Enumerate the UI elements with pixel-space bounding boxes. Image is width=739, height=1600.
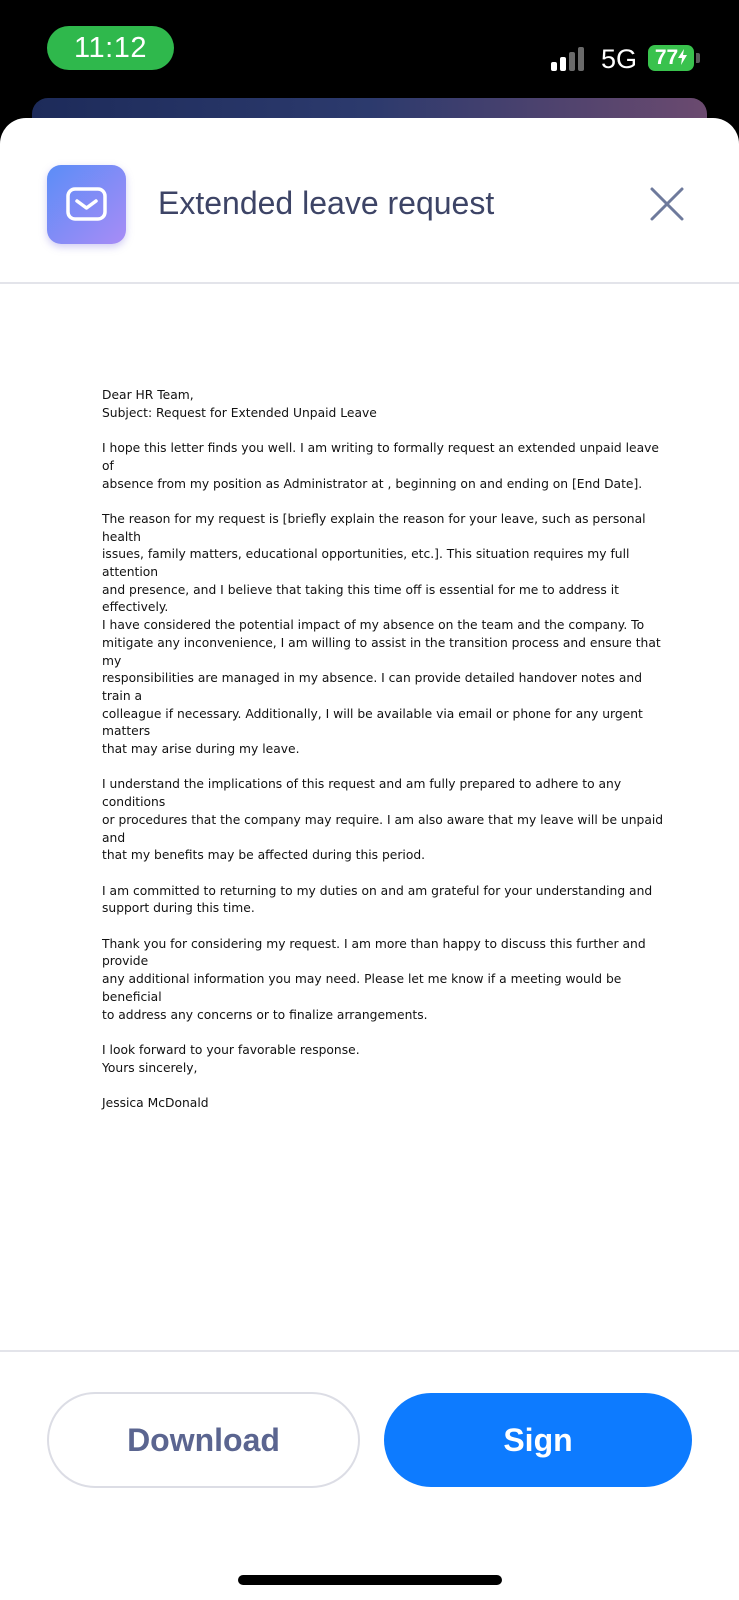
letter-line: issues, family matters, educational opportunities, etc.]. This situation requires my full attention <box>102 547 630 579</box>
battery-icon <box>648 45 694 71</box>
letter-body <box>102 387 672 1130</box>
letter-paragraph <box>102 776 672 865</box>
cellular-signal-icon <box>551 47 589 71</box>
mail-icon <box>47 165 126 244</box>
letter-line: I am committed to returning to my duties on and am grateful for your understanding and <box>102 883 653 898</box>
letter-subject: Subject: Request for Extended Unpaid Leave <box>102 405 377 420</box>
battery-level: 77 <box>654 46 679 69</box>
letter-line: I hope this letter finds you well. I am writing to formally request an extended unpaid leave of <box>102 441 659 473</box>
status-time[interactable]: 11:12 <box>47 26 174 70</box>
letter-line: that may arise during my leave. <box>102 742 300 757</box>
download-button[interactable]: Download <box>47 1392 360 1488</box>
letter-paragraph <box>102 440 672 493</box>
letter-line: responsibilities are managed in my absence. I can provide detailed handover notes and train a <box>102 671 643 703</box>
letter-signoff: Yours sincerely, <box>102 1060 198 1075</box>
letter-line: Thank you for considering my request. I am more than happy to discuss this further and provide <box>102 936 646 969</box>
sheet-title: Extended leave request <box>158 185 495 221</box>
header-divider <box>0 282 739 284</box>
close-button[interactable] <box>647 184 687 224</box>
footer-divider <box>0 1350 739 1352</box>
letter-paragraph <box>102 883 672 918</box>
close-icon <box>647 184 687 224</box>
letter-line: mitigate any inconvenience, I am willing to assist in the transition process and ensure that my <box>102 635 661 668</box>
letter-paragraph <box>102 936 672 1025</box>
letter-line: I have considered the potential impact of my absence on the team and the company. To <box>102 618 645 633</box>
letter-greeting: Dear HR Team, <box>102 388 194 402</box>
letter-line: to address any concerns or to finalize arrangements. <box>102 1007 428 1022</box>
letter-line: and presence, and I believe that taking this time off is essential for me to address it effectively. <box>102 582 619 615</box>
battery-cap <box>696 53 700 63</box>
letter-line: any additional information you may need. Please let me know if a meeting would be beneficial <box>102 972 622 1004</box>
letter-line: that my benefits may be affected during this period. <box>102 848 426 863</box>
letter-line: The reason for my request is [briefly explain the reason for your leave, such as personal health <box>102 511 646 544</box>
letter-signature: Jessica McDonald <box>102 1096 209 1111</box>
letter-line: support during this time. <box>102 901 255 916</box>
status-bar <box>0 0 739 100</box>
letter-paragraph <box>102 511 672 759</box>
letter-closing: I look forward to your favorable response. <box>102 1042 360 1057</box>
letter-line: I understand the implications of this request and am fully prepared to adhere to any conditions <box>102 777 622 810</box>
letter-line: colleague if necessary. Additionally, I will be available via email or phone for any urgent matters <box>102 706 643 739</box>
letter-line: absence from my position as Administrator at , beginning on and ending on [End Date]. <box>102 476 643 491</box>
sign-button[interactable]: Sign <box>384 1393 692 1487</box>
document-sheet <box>0 118 739 1600</box>
letter-line: or procedures that the company may require. I am also aware that my leave will be unpaid and <box>102 812 664 845</box>
home-indicator[interactable] <box>238 1575 502 1585</box>
network-type: 5G <box>601 44 638 74</box>
